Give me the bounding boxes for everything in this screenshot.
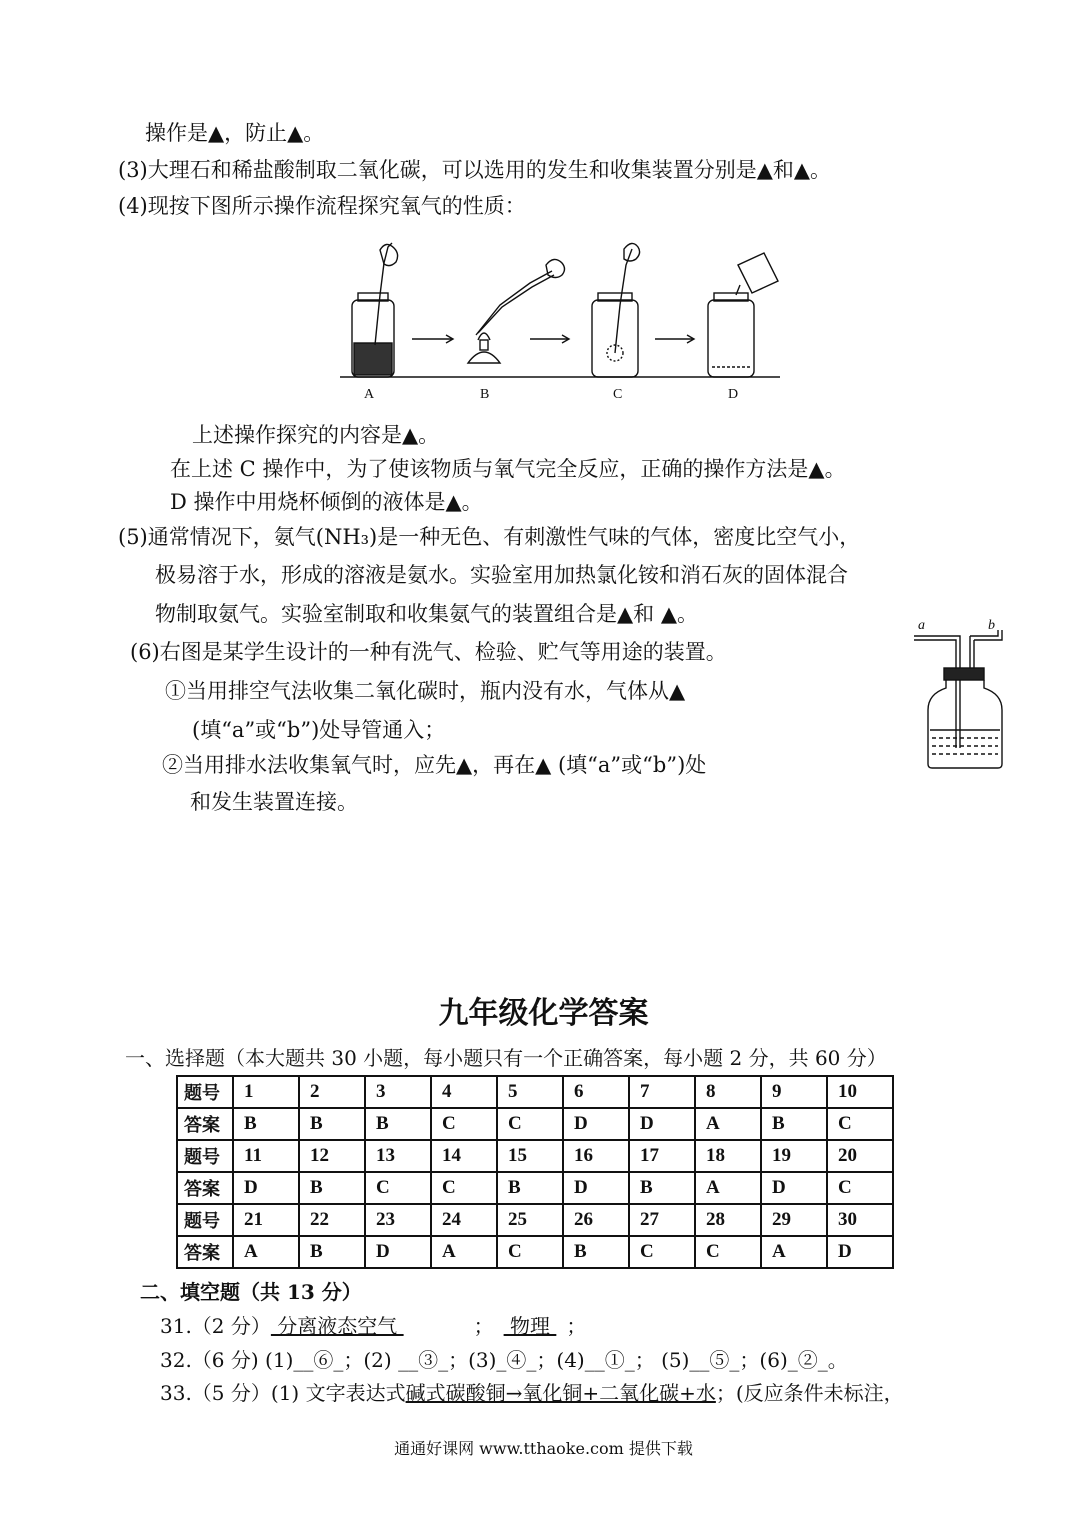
text-line-14: 和发生装置连接。	[190, 790, 358, 814]
answer-cell: B	[497, 1172, 563, 1204]
answer-table	[176, 1075, 894, 1269]
answer-cell: A	[695, 1108, 761, 1140]
q31-answer-2: 物理	[503, 1314, 557, 1338]
answer-title: 九年级化学答案	[438, 996, 649, 1031]
answer-cell: D	[827, 1236, 893, 1268]
answer-row-label: 答案	[177, 1236, 233, 1268]
section-1-heading: 一、选择题（本大题共 30 小题，每小题只有一个正确答案，每小题 2 分，共 60 分）	[125, 1046, 887, 1070]
question-number-row-label: 题号	[177, 1076, 233, 1108]
answer-row	[177, 1236, 893, 1268]
jar-a	[352, 243, 398, 377]
text-line-12: (填“a”或“b”)处导管通入；	[192, 718, 446, 742]
q33-line	[160, 1378, 904, 1408]
question-number-cell: 4	[431, 1076, 497, 1108]
text-line-8: 极易溶于水，形成的溶液是氨水。实验室用加热氯化铵和消石灰的固体混合	[155, 563, 848, 587]
lamp-b	[468, 259, 565, 363]
question-number-cell: 8	[695, 1076, 761, 1108]
answer-cell: B	[761, 1108, 827, 1140]
question-number-cell: 7	[629, 1076, 695, 1108]
answer-cell: A	[431, 1236, 497, 1268]
question-number-row	[177, 1204, 893, 1236]
q31-line	[160, 1311, 586, 1341]
text-line-6: D 操作中用烧杯倾倒的液体是▲。	[170, 490, 483, 514]
answer-cell: B	[299, 1236, 365, 1268]
question-number-row	[177, 1076, 893, 1108]
question-number-row-label: 题号	[177, 1140, 233, 1172]
question-number-cell: 14	[431, 1140, 497, 1172]
answer-row	[177, 1108, 893, 1140]
answer-cell: D	[563, 1108, 629, 1140]
question-number-cell: 20	[827, 1140, 893, 1172]
page-footer: 通通好课网 www.tthaoke.com 提供下载	[394, 1439, 693, 1458]
question-number-cell: 6	[563, 1076, 629, 1108]
answer-cell: C	[365, 1172, 431, 1204]
question-number-cell: 29	[761, 1204, 827, 1236]
q32-line: 32.（6 分) (1)__⑥_；(2) __③_；(3)_④_；(4)__①_； (5)__⑤_；(6)_②_。	[160, 1348, 848, 1372]
text-line-5: 在上述 C 操作中，为了使该物质与氧气完全反应，正确的操作方法是▲。	[170, 457, 846, 481]
question-number-cell: 18	[695, 1140, 761, 1172]
question-number-cell: 3	[365, 1076, 431, 1108]
answer-cell: B	[563, 1236, 629, 1268]
text-line-9: 物制取氨气。实验室制取和收集氨气的装置组合是▲和 ▲。	[155, 602, 698, 626]
figure-label-b: B	[480, 387, 490, 402]
jar-d	[708, 253, 778, 377]
answer-cell: C	[827, 1108, 893, 1140]
jar-c	[592, 243, 640, 377]
answer-cell: D	[563, 1172, 629, 1204]
answer-cell: A	[761, 1236, 827, 1268]
answer-cell: D	[761, 1172, 827, 1204]
question-number-cell: 19	[761, 1140, 827, 1172]
q31-answer-1: 分离液态空气	[270, 1314, 404, 1338]
text-line-4: 上述操作探究的内容是▲。	[192, 423, 440, 447]
text-line-3: (4)现按下图所示操作流程探究氧气的性质：	[118, 194, 526, 218]
text-line-1: 操作是▲，防止▲。	[145, 121, 325, 145]
q33-prefix: 33.（5 分）(1) 文字表达式	[160, 1381, 406, 1405]
answer-cell: B	[299, 1108, 365, 1140]
answer-cell: C	[629, 1236, 695, 1268]
answer-cell: C	[497, 1236, 563, 1268]
answer-cell: B	[299, 1172, 365, 1204]
section-2-heading: 二、填空题（共 13 分）	[140, 1280, 362, 1304]
text-line-7: (5)通常情况下，氨气(NH₃)是一种无色、有刺激性气味的气体，密度比空气小，	[118, 525, 861, 549]
question-number-cell: 10	[827, 1076, 893, 1108]
text-line-13: ②当用排水法收集氧气时，应先▲，再在▲ (填“a”或“b”)处	[162, 753, 707, 777]
bottle-label-a: a	[918, 618, 925, 633]
question-number-cell: 9	[761, 1076, 827, 1108]
bottle-label-b: b	[988, 618, 995, 633]
question-number-cell: 12	[299, 1140, 365, 1172]
answer-cell: D	[365, 1236, 431, 1268]
question-number-cell: 17	[629, 1140, 695, 1172]
answer-cell: A	[233, 1236, 299, 1268]
answer-row-label: 答案	[177, 1108, 233, 1140]
question-number-cell: 26	[563, 1204, 629, 1236]
question-number-cell: 24	[431, 1204, 497, 1236]
figure-label-d: D	[728, 387, 739, 402]
q33-suffix: ；(反应条件未标注，	[715, 1381, 904, 1405]
question-number-cell: 21	[233, 1204, 299, 1236]
figure-label-c: C	[613, 387, 623, 402]
gas-bottle-figure	[908, 618, 1008, 773]
question-number-cell: 1	[233, 1076, 299, 1108]
question-number-cell: 11	[233, 1140, 299, 1172]
question-number-cell: 16	[563, 1140, 629, 1172]
question-number-cell: 5	[497, 1076, 563, 1108]
answer-cell: D	[629, 1108, 695, 1140]
answer-cell: B	[233, 1108, 299, 1140]
oxygen-experiment-figure	[340, 235, 780, 410]
answer-cell: B	[629, 1172, 695, 1204]
question-number-cell: 22	[299, 1204, 365, 1236]
question-number-cell: 28	[695, 1204, 761, 1236]
text-line-11: ①当用排空气法收集二氧化碳时，瓶内没有水，气体从▲	[165, 679, 686, 703]
q31-end: ；	[566, 1314, 587, 1338]
answer-row	[177, 1172, 893, 1204]
question-number-cell: 25	[497, 1204, 563, 1236]
answer-cell: C	[827, 1172, 893, 1204]
question-number-cell: 2	[299, 1076, 365, 1108]
question-number-cell: 30	[827, 1204, 893, 1236]
question-number-row-label: 题号	[177, 1204, 233, 1236]
q31-sep: ；	[473, 1314, 494, 1338]
text-line-10: (6)右图是某学生设计的一种有洗气、检验、贮气等用途的装置。	[130, 640, 727, 664]
answer-cell: C	[431, 1172, 497, 1204]
question-number-row	[177, 1140, 893, 1172]
figure-label-a: A	[364, 387, 375, 402]
question-number-cell: 27	[629, 1204, 695, 1236]
answer-cell: C	[431, 1108, 497, 1140]
q31-prefix: 31.（2 分）	[160, 1314, 271, 1338]
answer-cell: C	[695, 1236, 761, 1268]
answer-cell: B	[365, 1108, 431, 1140]
q33-answer: 碱式碳酸铜→氧化铜+二氧化碳+水	[405, 1381, 716, 1405]
question-number-cell: 15	[497, 1140, 563, 1172]
answer-row-label: 答案	[177, 1172, 233, 1204]
question-number-cell: 23	[365, 1204, 431, 1236]
question-number-cell: 13	[365, 1140, 431, 1172]
answer-cell: C	[497, 1108, 563, 1140]
answer-cell: D	[233, 1172, 299, 1204]
text-line-2: (3)大理石和稀盐酸制取二氧化碳，可以选用的发生和收集装置分别是▲和▲。	[118, 158, 832, 182]
answer-cell: A	[695, 1172, 761, 1204]
